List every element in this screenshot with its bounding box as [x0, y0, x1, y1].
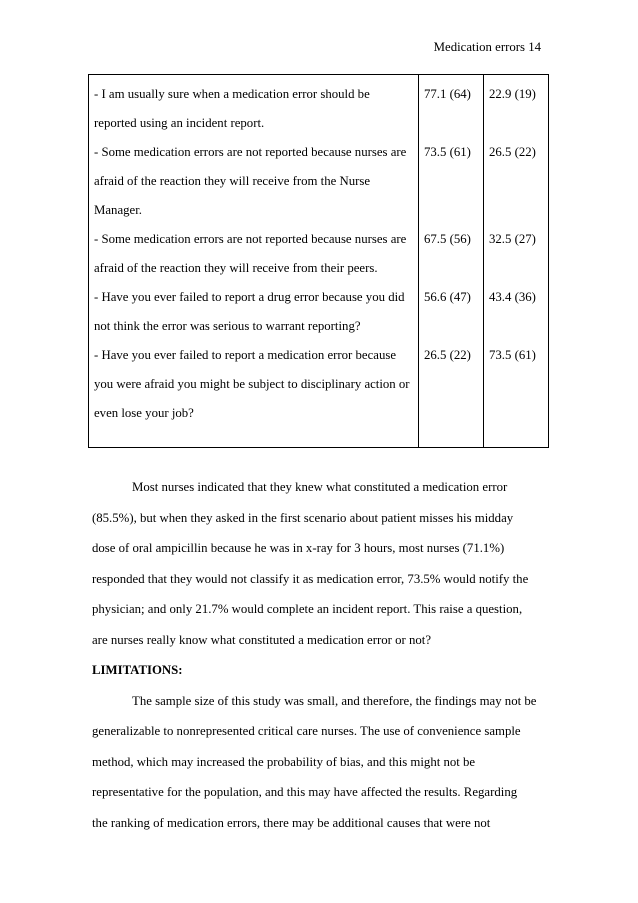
table-row [89, 75, 549, 448]
discussion-paragraph [92, 472, 552, 838]
paragraph-line: The sample size of this study was small, and therefore, the findings may not be [132, 693, 537, 708]
agree-value: 67.5 (56) [424, 232, 471, 246]
agree-value: 56.6 (47) [424, 290, 471, 304]
agree-value: 73.5 (61) [424, 145, 471, 159]
paragraph-line: method, which may increased the probability of bias, and this might not be [92, 754, 476, 769]
disagree-value: 43.4 (36) [489, 290, 536, 304]
survey-item-text: reported using an incident report. [94, 116, 265, 130]
agree-value: 77.1 (64) [424, 87, 471, 101]
disagree-value: 32.5 (27) [489, 232, 536, 246]
paragraph-line: responded that they would not classify it as medication error, 73.5% would notify the [92, 571, 529, 586]
survey-item-text: not think the error was serious to warrant reporting? [94, 319, 361, 333]
paragraph-line: dose of oral ampicillin because he was in x-ray for 3 hours, most nurses (71.1%) [92, 541, 505, 555]
disagree-value: 26.5 (22) [489, 145, 536, 159]
survey-item-text: afraid of the reaction they will receive from their peers. [94, 261, 378, 275]
survey-item-text: - Have you ever failed to report a drug error because you did [94, 290, 405, 304]
survey-item-text: afraid of the reaction they will receive from the Nurse [94, 174, 371, 188]
survey-item-text: - Have you ever failed to report a medication error because [94, 348, 397, 362]
agree-percent-cell [419, 75, 484, 448]
paragraph-line: physician; and only 21.7% would complete an incident report. This raise a question, [92, 602, 523, 616]
paragraph-line: Most nurses indicated that they knew what constituted a medication error [132, 480, 508, 494]
survey-item-text: Manager. [94, 203, 142, 217]
running-head: Medication errors 14 [433, 40, 541, 54]
disagree-value: 73.5 (61) [489, 348, 536, 362]
survey-item-text: you were afraid you might be subject to disciplinary action or [94, 377, 410, 391]
limitations-heading: LIMITATIONS: [92, 663, 183, 677]
survey-item-text: - Some medication errors are not reported because nurses are [94, 145, 407, 159]
survey-item-text: - Some medication errors are not reported because nurses are [94, 232, 407, 246]
agree-value: 26.5 (22) [424, 348, 471, 362]
survey-results-table [88, 74, 549, 448]
paragraph-line: representative for the population, and this may have affected the results. Regarding [92, 785, 518, 799]
paragraph-line: generalizable to nonrepresented critical care nurses. The use of convenience sample [92, 724, 521, 738]
survey-item-text: even lose your job? [94, 406, 194, 420]
survey-item-text: - I am usually sure when a medication error should be [94, 87, 370, 101]
paragraph-line: (85.5%), but when they asked in the first scenario about patient misses his midday [92, 510, 514, 525]
disagree-value: 22.9 (19) [489, 87, 536, 101]
paragraph-line: are nurses really know what constituted a medication error or not? [92, 632, 431, 647]
paragraph-line: the ranking of medication errors, there may be additional causes that were not [92, 815, 491, 830]
disagree-percent-cell [484, 75, 549, 448]
survey-item-cell [89, 75, 419, 448]
